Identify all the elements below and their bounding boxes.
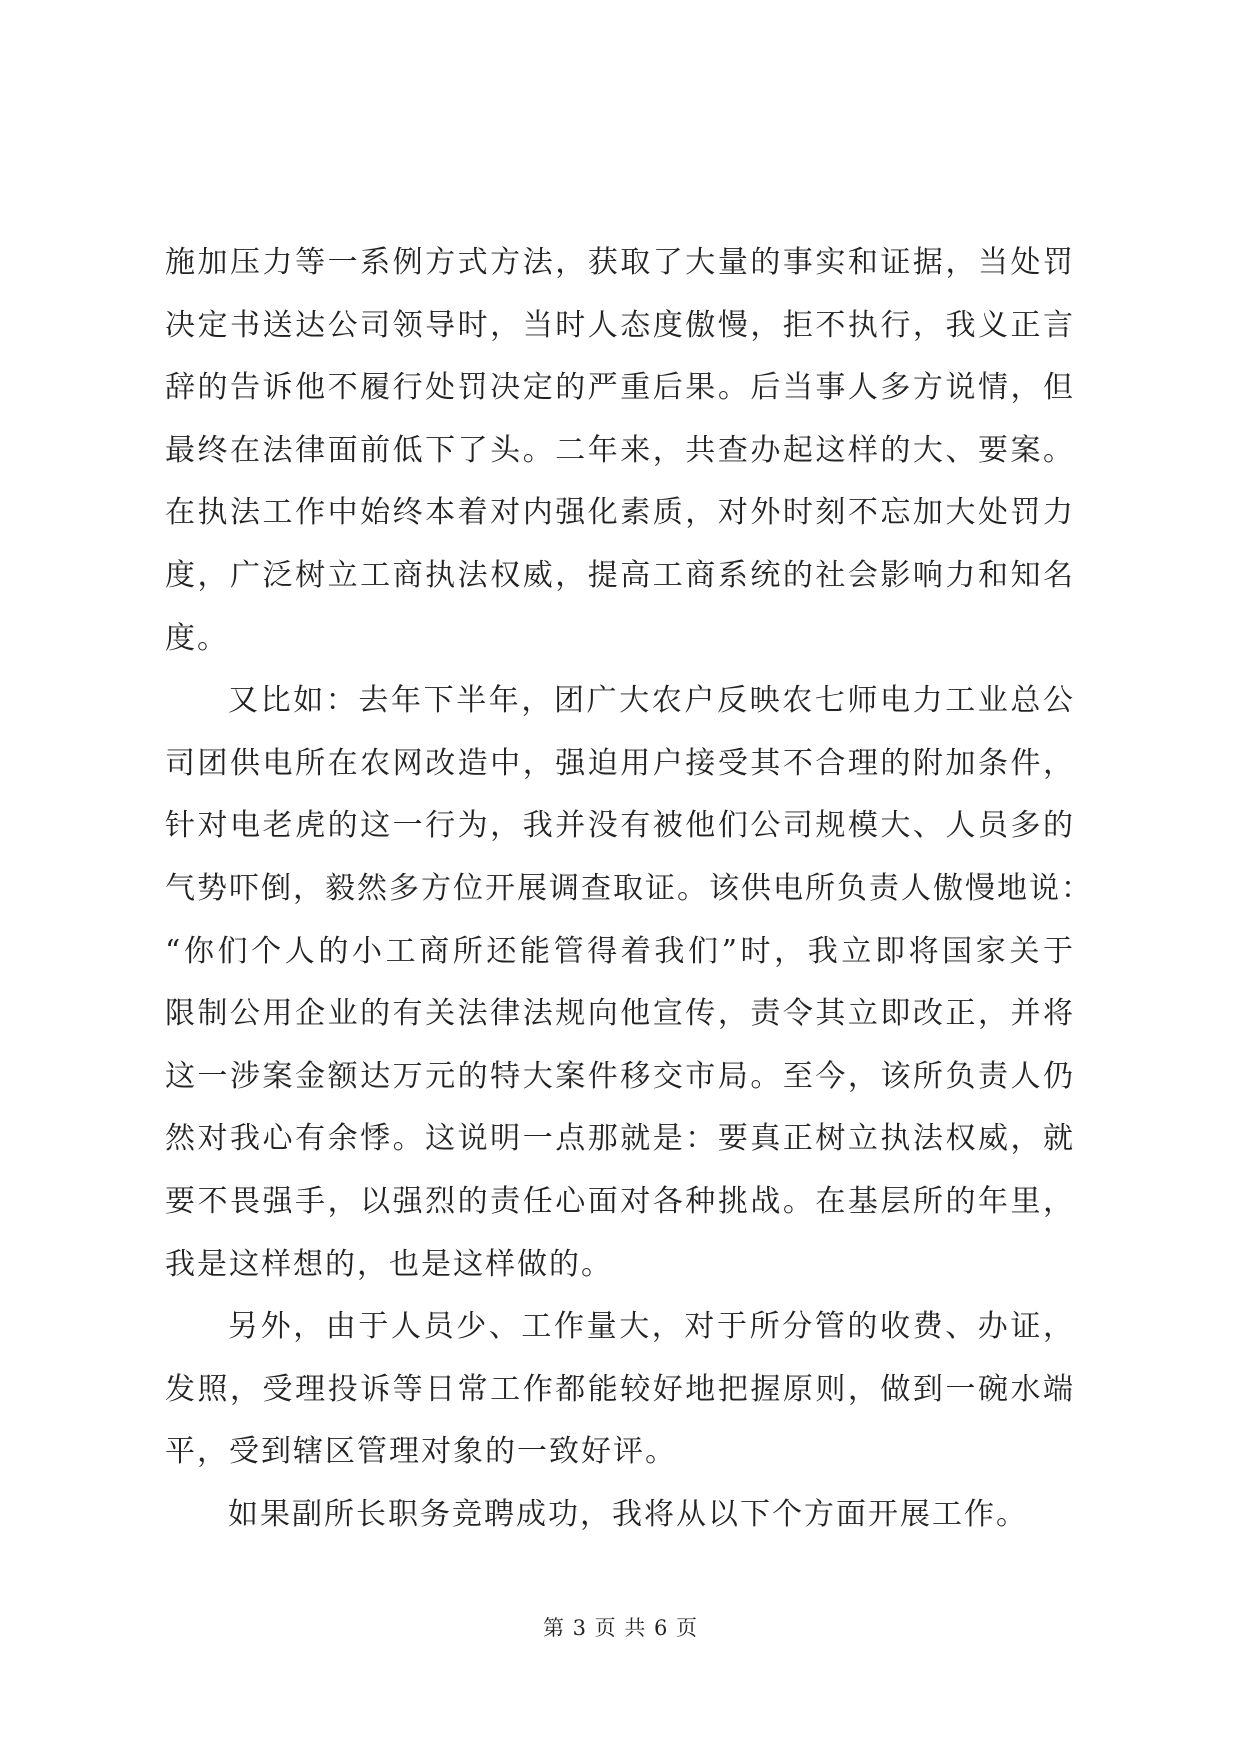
text-line: 平，受到辖区管理对象的一致好评。 xyxy=(165,1434,677,1470)
text-line: 度，广泛树立工商执法权威，提高工商系统的社会影响力和知名 xyxy=(165,557,1075,593)
text-line: 要不畏强手，以强烈的责任心面对各种挑战。在基层所的年里， xyxy=(165,1183,1075,1219)
text-line: 在执法工作中始终本着对内强化素质，对外时刻不忘加大处罚力 xyxy=(165,495,1075,531)
text-line: 限制公用企业的有关法律法规向他宣传，责令其立即改正，并将 xyxy=(165,996,1075,1032)
page-number-footer: 第 3 页 共 6 页 xyxy=(542,1616,699,1640)
text-line: 然对我心有余悸。这说明一点那就是：要真正树立执法权威，就 xyxy=(165,1121,1075,1157)
text-line: 辞的告诉他不履行处罚决定的严重后果。后当事人多方说情，但 xyxy=(165,370,1075,406)
paragraph-first-line: 另外，由于人员少、工作量大，对于所分管的收费、办证， xyxy=(228,1309,1075,1345)
text-line: 司团供电所在农网改造中，强迫用户接受其不合理的附加条件， xyxy=(165,745,1075,781)
text-line: “你们个人的小工商所还能管得着我们”时，我立即将国家关于 xyxy=(165,933,1075,969)
paragraph-first-line: 如果副所长职务竞聘成功，我将从以下个方面开展工作。 xyxy=(228,1496,1028,1532)
text-line: 我是这样想的，也是这样做的。 xyxy=(165,1246,613,1282)
text-line: 气势吓倒，毅然多方位开展调查取证。该供电所负责人傲慢地说： xyxy=(165,870,1093,906)
body-text xyxy=(165,232,1093,1546)
text-line: 度。 xyxy=(165,620,229,656)
paragraph-first-line: 又比如：去年下半年，团广大农户反映农七师电力工业总公 xyxy=(228,683,1075,719)
text-line: 施加压力等一系例方式方法，获取了大量的事实和证据，当处罚 xyxy=(165,245,1075,280)
text-line: 决定书送达公司领导时，当时人态度傲慢，拒不执行，我义正言 xyxy=(165,307,1075,343)
text-line: 针对电老虎的这一行为，我并没有被他们公司规模大、人员多的 xyxy=(165,808,1075,844)
text-line: 发照，受理投诉等日常工作都能较好地把握原则，做到一碗水端 xyxy=(165,1371,1075,1407)
text-line: 最终在法律面前低下了头。二年来，共查办起这样的大、要案。 xyxy=(165,432,1075,468)
text-line: 这一涉案金额达万元的特大案件移交市局。至今，该所负责人仍 xyxy=(165,1058,1075,1094)
